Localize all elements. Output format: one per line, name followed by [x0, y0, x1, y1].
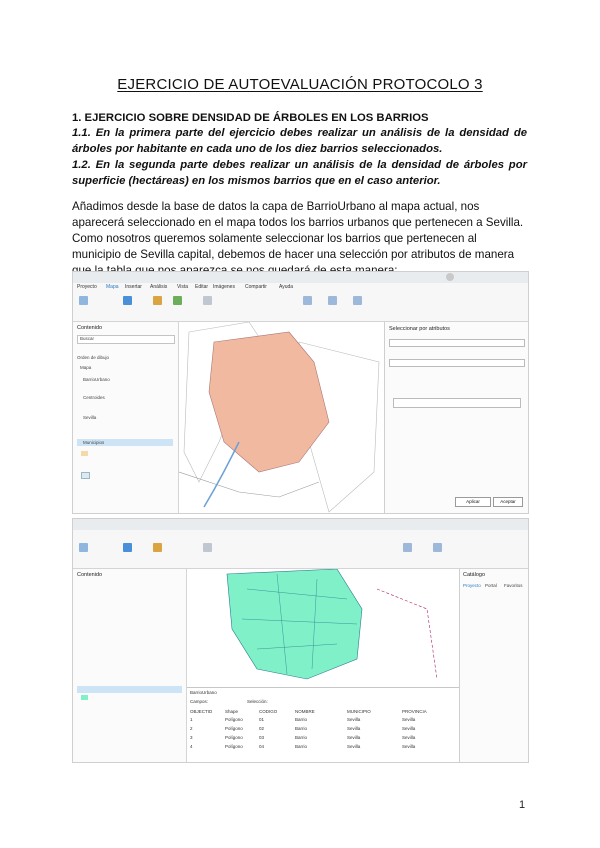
ribbon-tab[interactable]: Proyecto [77, 284, 97, 290]
column-header[interactable]: MUNICIPIO [347, 709, 371, 714]
paragraph-2: Como nosotros queremos solamente seleccionar los barrios que pertenecen al municipio de Sevilla capital, debemos de hacer una selección por atributos de manera [72, 232, 515, 261]
column-header[interactable]: OBJECTID [190, 709, 213, 714]
table-cell: 1 [190, 717, 193, 722]
basemap-icon[interactable] [153, 296, 162, 305]
layer-item[interactable]: Centroides [83, 395, 105, 400]
selected-neighbourhoods[interactable] [209, 332, 329, 472]
screenshot-1 [72, 271, 529, 514]
table-cell: Polígono [225, 717, 243, 722]
document-title: EJERCICIO DE AUTOEVALUACIÓN PROTOCOLO 3 [117, 76, 483, 93]
table-cell: Sevilla [347, 726, 361, 731]
table-cell: Sevilla [402, 717, 416, 722]
paragraph-1: Añadimos desde la base de datos la capa de BarrioUrbano al mapa actual, nos aparecerá seleccionado en el mapa todos los barrios urbanos que pertenecen a Sevilla. [72, 200, 524, 229]
layer-item[interactable]: Municipios [83, 440, 105, 445]
column-header[interactable]: CODIGO [259, 709, 278, 714]
table-row[interactable] [187, 744, 459, 752]
contents-pane [73, 569, 187, 762]
ribbon-tab[interactable]: Imágenes [213, 284, 235, 290]
explore-icon[interactable] [123, 296, 132, 305]
add-data-icon[interactable] [173, 296, 182, 305]
layer-item[interactable]: BarrioUrbano [83, 377, 110, 382]
selected-layer-row[interactable] [77, 439, 173, 446]
table-cell: Sevilla [347, 735, 361, 740]
catalog-tab[interactable]: Portal [485, 583, 497, 588]
contents-pane [73, 322, 179, 513]
ribbon-tab[interactable]: Compartir [245, 284, 267, 290]
map-view[interactable] [187, 569, 459, 687]
municipality-boundary [377, 589, 437, 679]
selection-label: Selección: [247, 699, 268, 704]
contents-title: Contenido [77, 325, 103, 331]
table-cell: Polígono [225, 726, 243, 731]
apply-button[interactable]: Aplicar [455, 497, 491, 507]
selection-type-field[interactable] [389, 359, 525, 367]
layer-item[interactable]: Mapa [80, 365, 92, 370]
column-header[interactable]: PROVINCIA [402, 709, 427, 714]
infographics-icon[interactable] [353, 296, 362, 305]
ribbon [73, 530, 528, 569]
section-heading: 1. EJERCICIO SOBRE DENSIDAD DE ÁRBOLES EN LOS BARRIOS [72, 112, 429, 124]
screenshot-2 [72, 518, 529, 763]
body-paragraphs [72, 199, 527, 279]
basemap-icon[interactable] [153, 543, 162, 552]
column-header[interactable]: Shape [225, 709, 239, 714]
table-cell: 3 [190, 735, 193, 740]
selected-neighbourhoods[interactable] [227, 569, 362, 679]
table-cell: Barrio [295, 744, 308, 749]
layer-item[interactable]: Sevilla [83, 415, 97, 420]
legend-swatch [81, 472, 90, 479]
catalog-title: Catálogo [463, 572, 486, 578]
table-cell: 03 [259, 735, 265, 740]
locate-icon[interactable] [328, 296, 337, 305]
table-cell: Sevilla [347, 744, 361, 749]
geoprocessing-pane [384, 322, 529, 513]
table-cell: Barrio [295, 726, 308, 731]
label-icon[interactable] [403, 543, 412, 552]
ribbon-tab[interactable]: Análisis [150, 284, 168, 290]
input-rows-field[interactable] [389, 339, 525, 347]
draw-order-label: Orden de dibujo [77, 355, 110, 360]
legend-swatch [81, 695, 88, 700]
ribbon-tab[interactable]: Editar [195, 284, 209, 290]
table-cell: Barrio [295, 735, 308, 740]
map-canvas [187, 569, 459, 687]
page-number: 1 [519, 799, 526, 811]
table-row[interactable] [187, 717, 459, 725]
ribbon [73, 283, 528, 322]
table-cell: 01 [259, 717, 265, 722]
table-cell: Polígono [225, 735, 243, 740]
download-icon[interactable] [433, 543, 442, 552]
table-cell: 04 [259, 744, 265, 749]
legend-swatch [81, 451, 88, 456]
catalog-pane [459, 569, 529, 762]
table-cell: 2 [190, 726, 193, 731]
table-cell: Barrio [295, 717, 308, 722]
table-cell: Sevilla [402, 744, 416, 749]
ribbon-tab[interactable]: Vista [177, 284, 189, 290]
contents-search-input[interactable] [77, 335, 175, 344]
paste-icon[interactable] [79, 543, 88, 552]
catalog-tab[interactable]: Proyecto [463, 583, 481, 588]
table-row[interactable] [187, 726, 459, 734]
table-cell: Sevilla [402, 735, 416, 740]
item-1-2: 1.2. En la segunda parte debes realizar un análisis de la densidad de árboles por superficie (hectáreas) en los mismos barrios que en el caso anterior. [72, 159, 527, 187]
ribbon-tab[interactable]: Ayuda [279, 284, 294, 290]
table-cell: Sevilla [402, 726, 416, 731]
select-icon[interactable] [203, 296, 212, 305]
ribbon-tab[interactable]: Mapa [106, 284, 119, 290]
road [179, 472, 319, 497]
avatar [446, 273, 454, 281]
dialog-title: Seleccionar por atributos [389, 326, 450, 332]
measure-icon[interactable] [303, 296, 312, 305]
catalog-tab[interactable]: Favoritos [504, 583, 523, 588]
table-tab[interactable]: BarrioUrbano [190, 690, 217, 695]
contents-search-placeholder: Buscar [80, 336, 95, 341]
column-header[interactable]: NOMBRE [295, 709, 315, 714]
item-1-1: 1.1. En la primera parte del ejercicio debes realizar un análisis de la densidad de árboles por habitante en cada uno de los diez barrios seleccionados. [72, 127, 527, 155]
ok-button[interactable]: Aceptar [493, 497, 523, 507]
table-cell: 4 [190, 744, 193, 749]
table-cell: Sevilla [347, 717, 361, 722]
table-cell: 02 [259, 726, 265, 731]
river [204, 442, 239, 507]
attribute-table [187, 687, 459, 763]
fields-label: Campos: [190, 699, 209, 704]
paste-icon[interactable] [79, 296, 88, 305]
table-cell: Polígono [225, 744, 243, 749]
ribbon-tab[interactable]: Insertar [125, 284, 142, 290]
expression-clause[interactable] [393, 398, 521, 408]
map-canvas [179, 322, 384, 513]
table-row[interactable] [187, 735, 459, 743]
map-view[interactable] [179, 322, 384, 513]
contents-title: Contenido [77, 572, 103, 578]
select-icon[interactable] [203, 543, 212, 552]
explore-icon[interactable] [123, 543, 132, 552]
selected-layer-row[interactable] [77, 686, 182, 693]
